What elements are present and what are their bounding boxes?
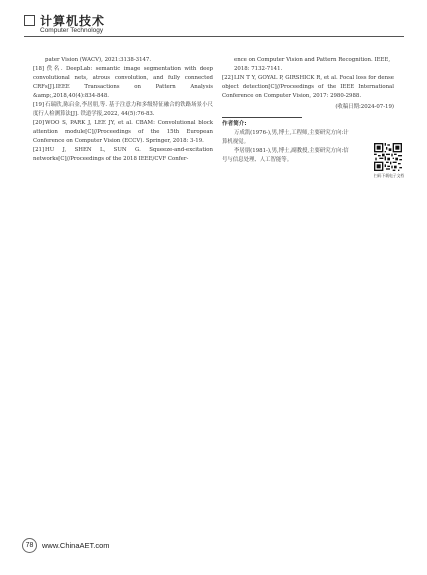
reference-text: 石瑞欣,陈启金,李居朋,等. 基于注意力和多级特征融合的铁路场景小尺度行人检测算法[J]. 铁道学报,2022, 44(5):76-83.	[33, 102, 213, 117]
header-rule	[24, 36, 404, 37]
page-header	[24, 12, 404, 42]
reference-number: [18]	[33, 66, 45, 72]
reference-item	[33, 146, 213, 164]
journal-section-subtitle: Computer Technology	[40, 27, 104, 34]
author-bio: 万成凯(1976-),男,博士,工程师,主要研究方向:计算机视觉。	[222, 130, 349, 145]
reference-text: HU J, SHEN L, SUN G. Squeeze-and-excitation networks[C]//Proceedings of the 2018 IEEE/CVF Confer-	[33, 147, 213, 162]
qr-caption: 扫码下载电子文档	[373, 173, 405, 178]
section-rule	[222, 117, 302, 118]
reference-continuation: pater Vision (WACV), 2021:3138-3147.	[45, 57, 152, 63]
reference-item	[222, 74, 394, 101]
reference-number: [22]	[222, 75, 234, 81]
page-number: 78	[22, 538, 37, 553]
author-list	[222, 129, 350, 165]
journal-section-title: 计算机技术	[40, 14, 106, 28]
authors-heading: 作者简介:	[222, 121, 247, 127]
left-column	[33, 56, 213, 164]
reference-item	[33, 101, 213, 119]
reference-item	[33, 65, 213, 101]
reference-number: [20]	[33, 120, 45, 126]
header-square-icon	[24, 15, 35, 26]
reference-text: LIN T Y, GOYAL P, GIRSHICK R, et al. Focal loss for dense object detection[C]//Proceedings of the IEEE International Conference on Computer Vision, 2017: 2980-2988.	[222, 75, 394, 99]
footer-url-link[interactable]: www.ChinaAET.com	[42, 541, 110, 550]
qr-code-icon[interactable]	[374, 143, 402, 171]
right-column	[222, 56, 394, 165]
reference-continuation: ence on Computer Vision and Pattern Recognition. IEEE, 2018: 7132-7141.	[234, 57, 391, 72]
author-bio: 李居朋(1981-),男,博士,副教授,主要研究方向:信号与信息处理、人工智能等。	[222, 148, 349, 163]
reference-text: WOO S, PARK J, LEE JY, et al. CBAM: Convolutional block attention module[C]//Proceedings of the 15th European Conference on Computer Vision (ECCV). Springer, 2018: 3-19.	[33, 120, 213, 144]
reference-item	[33, 119, 213, 146]
reference-text: 佚名. DeepLab: semantic image segmentation with deep convolutional nets, atrous convolution, and fully connected CRFs[J].IEEE Transactions on Pattern Analysis &amp;,2018,40(4):834-848.	[33, 66, 213, 99]
reference-number: [21]	[33, 147, 45, 153]
received-date: (收稿日期:2024-07-19)	[335, 104, 394, 110]
reference-number: [19]	[33, 102, 45, 108]
